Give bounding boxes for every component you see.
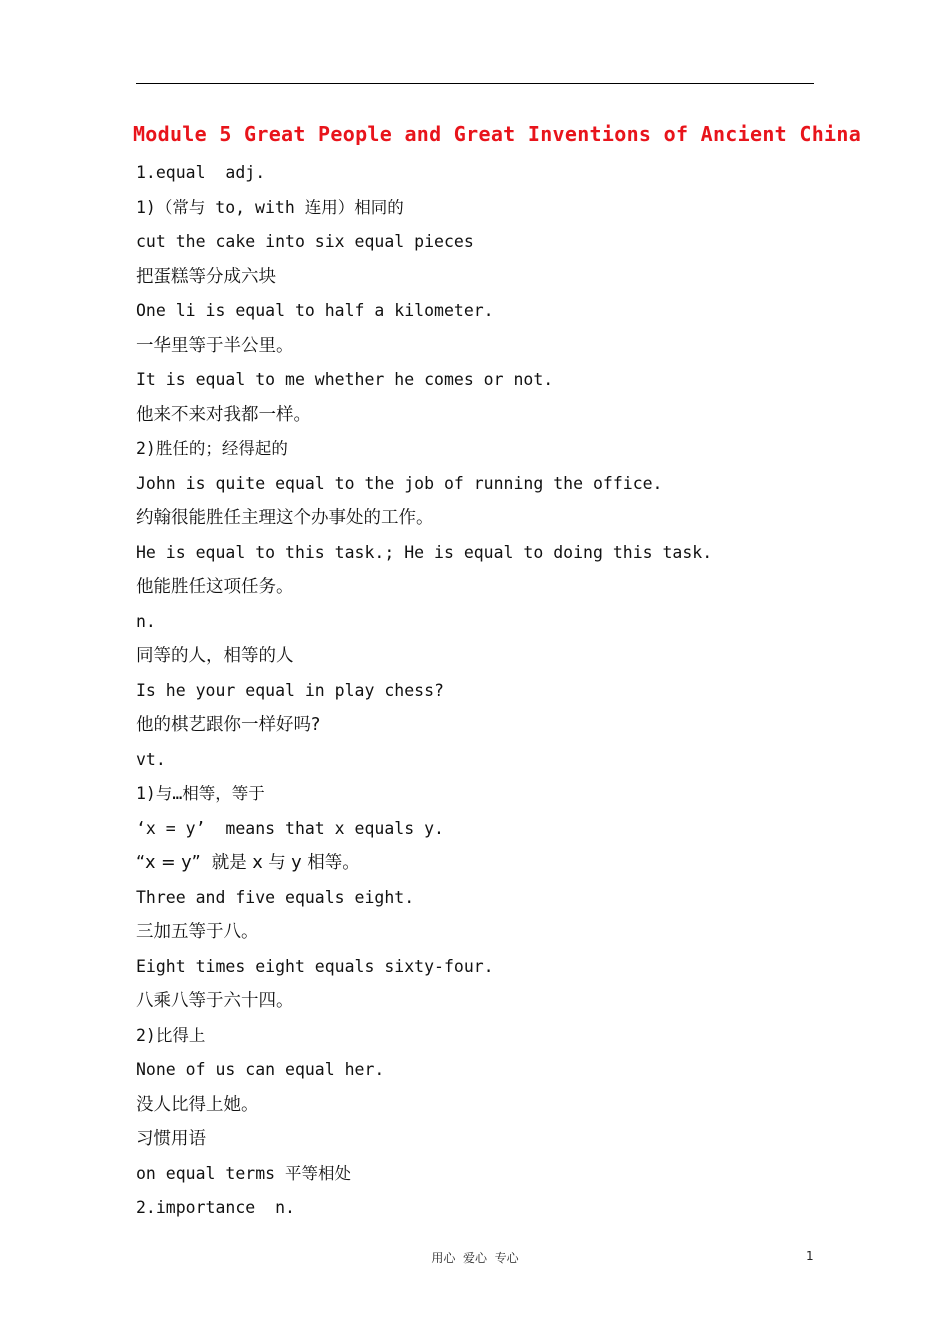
text-line: 同等的人，相等的人 [136, 646, 294, 666]
text-line: vt. [136, 749, 166, 769]
text-line: on equal terms 平等相处 [136, 1163, 352, 1183]
text-line: None of us can equal her. [136, 1060, 385, 1079]
text-line: John is quite equal to the job of running the office. [136, 473, 663, 493]
text-line: 1)（常与 to, with 连用）相同的 [136, 197, 404, 217]
text-line: cut the cake into six equal pieces [136, 232, 474, 251]
text-line: It is equal to me whether he comes or not. [136, 370, 554, 389]
text-line: n. [136, 611, 156, 631]
text-line: 三加五等于八。 [136, 922, 259, 942]
text-line: 一华里等于半公里。 [136, 335, 294, 356]
text-line: Is he your equal in play chess? [136, 680, 444, 700]
footer-motto: 用心 爱心 专心 [431, 1251, 519, 1265]
text-line: “x = y” 就是 x 与 y 相等。 [136, 853, 360, 873]
text-line: 没人比得上她。 [136, 1094, 259, 1115]
text-line: 他来不来对我都一样。 [136, 404, 311, 425]
text-line: Three and five equals eight. [136, 887, 415, 907]
document-title: Module 5 Great People and Great Inventions of Ancient China [132, 122, 862, 146]
text-line: 2)比得上 [136, 1025, 206, 1045]
text-line: 他的棋艺跟你一样好吗? [136, 715, 321, 735]
text-line: 2)胜任的；经得起的 [136, 439, 288, 458]
header-rule [136, 83, 814, 84]
page-number: 1 [806, 1249, 814, 1263]
document-body [136, 159, 826, 1229]
text-line: 2.importance n. [136, 1198, 295, 1217]
text-line: 1)与…相等，等于 [136, 784, 265, 803]
text-line: One li is equal to half a kilometer. [136, 301, 494, 320]
text-line: Eight times eight equals sixty-four. [136, 956, 494, 976]
text-line: 他能胜任这项任务。 [136, 577, 294, 597]
text-line: 把蛋糕等分成六块 [136, 266, 276, 287]
text-line: 约翰很能胜任主理这个办事处的工作。 [136, 508, 434, 528]
text-line: He is equal to this task.; He is equal to doing this task. [136, 542, 713, 562]
text-line: 习惯用语 [136, 1129, 206, 1149]
text-line: 1.equal adj. [136, 163, 266, 182]
text-line: ‘x = y’ means that x equals y. [136, 818, 444, 838]
text-line: 八乘八等于六十四。 [136, 991, 294, 1011]
